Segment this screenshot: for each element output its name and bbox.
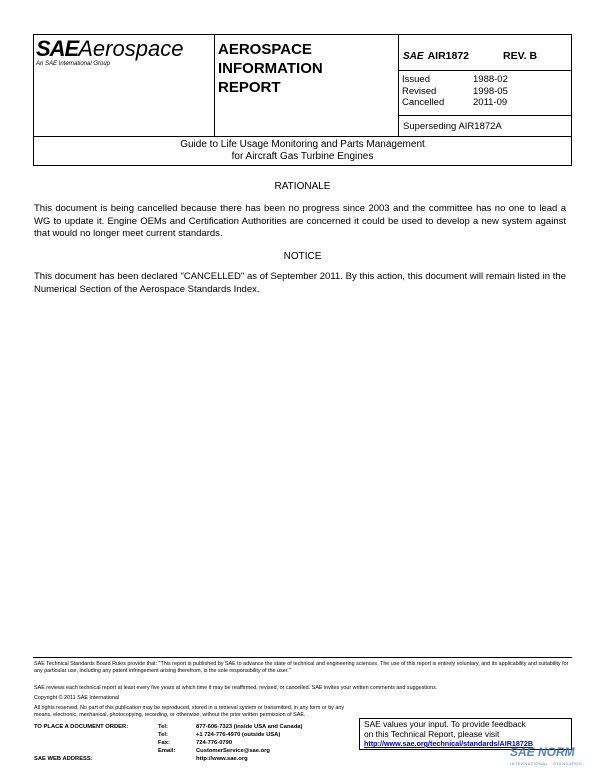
contact-type: Tel: [158,724,168,730]
header-rule [398,115,572,116]
date-row [402,97,508,109]
header-divider [214,35,215,136]
watermark-sub: INTERNATIONAL · STANDARDS [510,761,582,766]
document-title [33,139,572,163]
report-type-line: REPORT [218,79,281,96]
header-rule [398,70,572,71]
date-row [402,74,508,86]
contact-type: Email: [158,748,176,754]
watermark: SAE NORM [510,745,575,759]
contact-value[interactable]: 877-606-7323 (inside USA and Canada) [196,724,303,730]
board-rules-text: SAE Technical Standards Board Rules provide that: "This report is published by SAE to advance the state of technical and engineering sciences. The use of this report is entirely voluntary, and its applicability and suitability for any particular use, including any patent infringement arising therefrom, is the sole responsibility of the user." [34,661,569,674]
order-label: TO PLACE A DOCUMENT ORDER: [34,724,129,730]
contact-type: Fax: [158,740,170,746]
notice-text: This document has been declared "CANCELLED" as of September 2011. By this action, this document will remain listed in the Numerical Section of the Aerospace Standards Index. [34,271,566,295]
order-info [34,723,306,763]
date-value: 1998-05 [473,85,508,97]
order-row [34,755,306,763]
contact-value[interactable]: +1 724-776-4970 (outside USA) [196,732,281,738]
feedback-link[interactable]: http://www.sae.org/technical/standards/AIR1872B [364,739,534,748]
feedback-line: on this Technical Report, please visit [364,728,500,739]
logo-aerospace: Aerospace [78,36,184,61]
review-text: SAE reviews each technical report at least every five years at which time it may be reaffirmed, revised, or cancelled. SAE invites your written comments and suggestions. [34,685,438,691]
document-number [403,50,469,62]
order-row [34,723,306,731]
title-line: for Aircraft Gas Turbine Engines [231,151,374,162]
order-row [34,731,306,739]
date-label: Issued [402,74,430,85]
logo-tagline: An SAE International Group [36,61,111,67]
order-row [34,747,306,755]
footer-rule [33,657,572,658]
revision: REV. B [503,50,538,62]
sae-aerospace-logo [36,38,183,67]
date-table [402,74,508,109]
report-type-line: INFORMATION [218,60,323,77]
date-value: 2011-09 [473,97,508,108]
header-divider [398,35,399,136]
logo-sae: SAE [36,36,79,61]
date-label: Revised [402,85,437,97]
date-value: 1988-02 [473,74,508,85]
date-label: Cancelled [402,97,445,108]
superseding: Superseding AIR1872A [403,121,502,132]
report-type-line: AEROSPACE [218,41,312,58]
document-number-value: AIR1872 [427,50,470,62]
feedback-line: SAE values your input. To provide feedback [364,719,526,729]
rationale-text: This document is being cancelled because there has been no progress since 2003 and the committee has no one to lead a WG to update it. Engine OEMs and Certification Authorities are concerned it could be used to develop a new system against that would no longer meet current standards. [34,203,566,239]
copyright-text: Copyright © 2011 SAE International [34,695,120,701]
contact-type: Tel: [158,732,168,738]
sae-mark: SAE [403,51,424,62]
title-line: Guide to Life Usage Monitoring and Parts Management [180,139,425,150]
report-type [218,40,323,97]
web-label: SAE WEB ADDRESS: [34,756,93,762]
rationale-heading: RATIONALE [274,181,331,192]
date-row [402,86,508,98]
contact-value[interactable]: 724-776-0790 [196,740,233,746]
web-link[interactable]: http://www.sae.org [196,756,248,762]
email-link[interactable]: CustomerService@sae.org [196,748,270,754]
notice-heading: NOTICE [283,251,322,262]
rights-text: All rights reserved. No part of this publication may be reproduced, stored in a retrieval system or transmitted, in any form or by any means, electronic, mechanical, photocopying, recording, or otherwise, without the prior written permission of SAE. [34,705,345,718]
order-row [34,739,306,747]
